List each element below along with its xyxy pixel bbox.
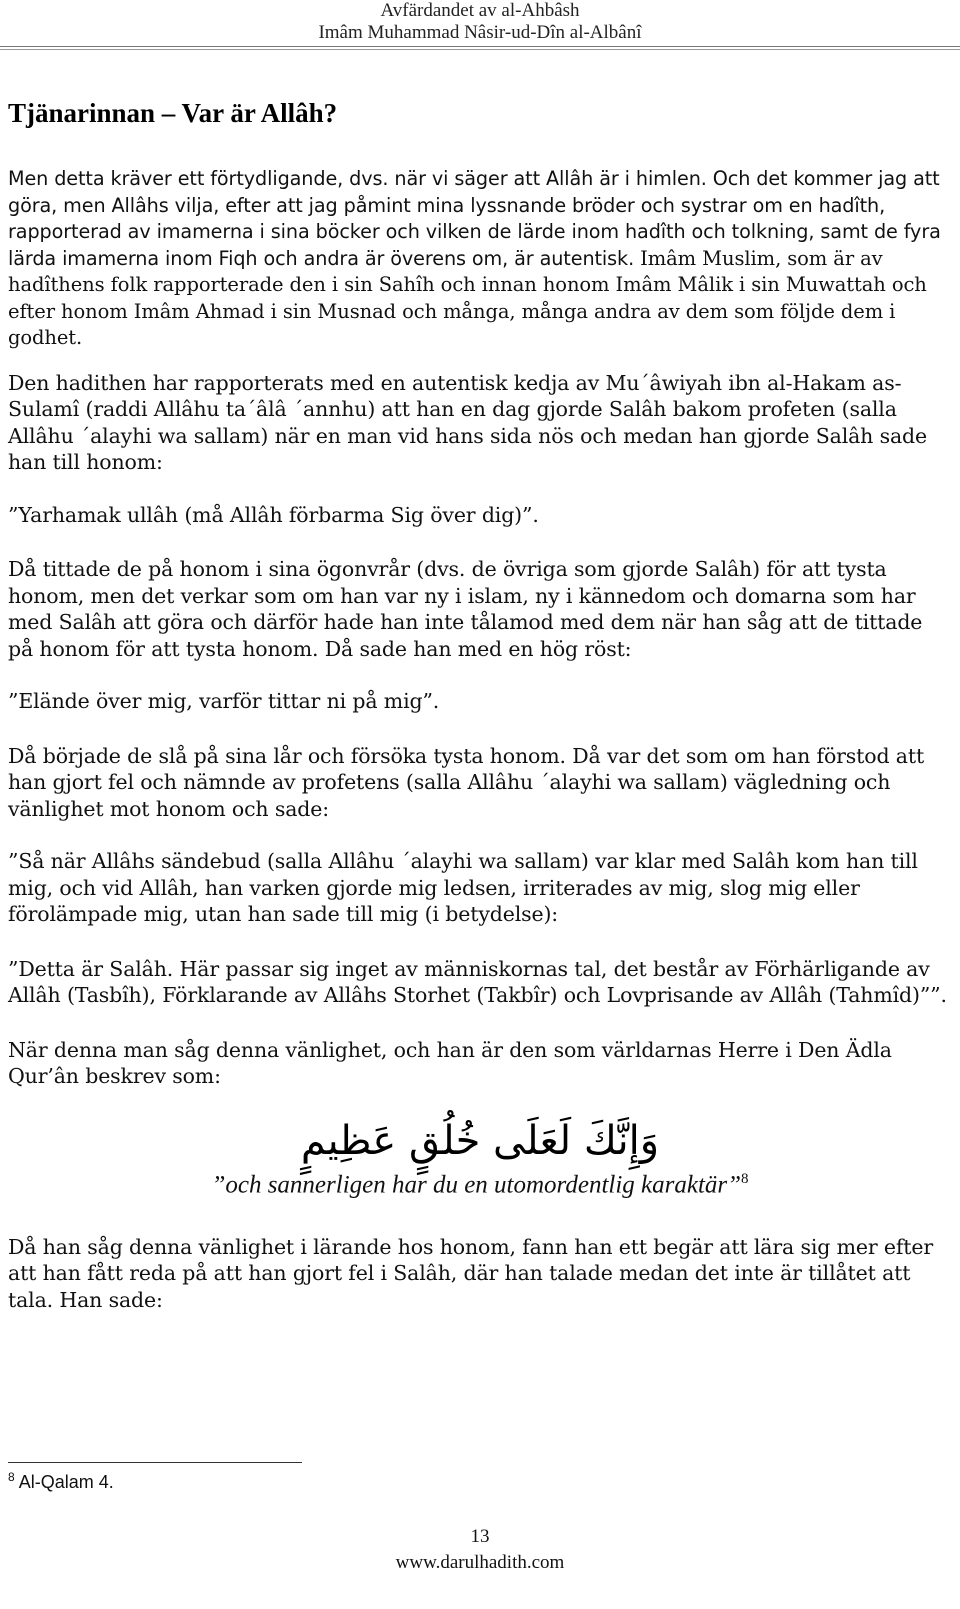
main-content <box>8 166 952 1339</box>
quote-elande: ”Elände över mig, varför tittar ni på mig”. <box>8 689 440 713</box>
section-title: Tjänarinnan – Var är Allâh? <box>8 98 338 128</box>
header-divider <box>0 46 960 50</box>
quote-yarhamak: ”Yarhamak ullâh (må Allâh förbarma Sig över dig)”. <box>8 502 539 527</box>
paragraph-looked-at-him: Då tittade de på honom i sina ögonvrår (dvs. de övriga som gjorde Salâh) för att tysta honom, men det verkar som om han var ny i islam, ny i kännedom och domarna som har med Salâh att göra och därför hade han inte tålamod med dem när han såg att de tittade på honom för att tysta honom. Då sade han med en hög röst: <box>8 557 923 661</box>
paragraph-this-kindness: När denna man såg denna vänlighet, och han är den som världarnas Herre i Den Ädla Qur’ân beskrev som: <box>8 1037 892 1088</box>
page-number: 13 <box>470 1526 490 1547</box>
verse-translation-text: ”och sannerligen har du en utomordentlig karaktär” <box>211 1170 742 1198</box>
footnote-reference[interactable]: 8 <box>741 1170 749 1187</box>
footnote-text: Al-Qalam 4. <box>14 1472 114 1492</box>
header-book-title: Avfärdandet av al-Ahbâsh <box>380 0 580 21</box>
footnote-number: 8 <box>8 1470 15 1484</box>
quran-verse-translation <box>8 1164 952 1200</box>
quote-this-is-salah: ”Detta är Salâh. Här passar sig inget av människornas tal, det består av Förhärligande av Allâh (Tasbîh), Förklarande av Allâhs Storhet (Takbîr) och Lovprisande av Allâh (Tahmîd)””. <box>8 956 947 1007</box>
paragraph-desire-to-learn: Då han såg denna vänlighet i lärande hos honom, fann han ett begär att lära sig mer efter att han fått reda på att han gjort fel i Salâh, där han talade medan det inte är tillåtet att tala. Han sade: <box>8 1234 934 1312</box>
page-header <box>0 0 960 44</box>
quote-prophet-came: ”Så när Allâhs sändebud (salla Allâhu ´alayhi wa sallam) var klar med Salâh kom han till mig, och vid Allâh, han varken gjorde mig ledsen, irriterades av mig, slog mig eller förolämpade mig, utan han sade till mig (i betydelse): <box>8 849 918 926</box>
paragraph-slapped-thighs: Då började de slå på sina lår och försöka tysta honom. Då var det som om han förstod att han gjort fel och nämnde av profetens (salla Allâhu ´alayhi wa sallam) vägledning och vänlighet mot honom och sade: <box>8 743 925 821</box>
paragraph-hadith-chain: Den hadithen har rapporterats med en autentisk kedja av Mu´âwiyah ibn al-Hakam as-Sulamî (raddi Allâhu ta´âlâ ´annhu) att han en dag gjorde Salâh bakom profeten (salla Allâhu ´alayhi wa sallam) när en man vid hans sida nös och medan han gjorde Salâh sade han till honom: <box>8 370 927 474</box>
header-author: Imâm Muhammad Nâsir-ud-Dîn al-Albânî <box>318 22 642 43</box>
footnote <box>8 1470 114 1493</box>
paragraph-intro-continuation: Imâm Muslim, som är av hadîthens folk rapporterade den i sin Sahîh och innan honom Imâm Mâlik i sin Muwattah och efter honom Imâm Ahmad i sin Musnad och många, många andra av dem som följde dem i godhet. <box>8 246 927 349</box>
footer-website[interactable]: www.darulhadith.com <box>395 1552 565 1573</box>
footnote-divider <box>8 1462 302 1463</box>
paragraph-intro-text: Men detta kräver ett förtydligande, dvs. när vi säger att Allâh är i himlen. Och det kommer jag att göra, men Allâhs vilja, efter att jag påmint mina lyssnande bröder och systrar om en hadîth, rapporterad av imamerna i sina böcker och vilken de lärde inom hadîth och tolkning, samt de fyra lärda imamerna inom Fiqh och andra är överens om, är autentisk. <box>8 167 941 270</box>
quran-verse-arabic: وَإِنَّكَ لَعَلَى خُلُقٍ عَظِيمٍ <box>300 1117 660 1164</box>
paragraph-intro <box>8 166 952 352</box>
